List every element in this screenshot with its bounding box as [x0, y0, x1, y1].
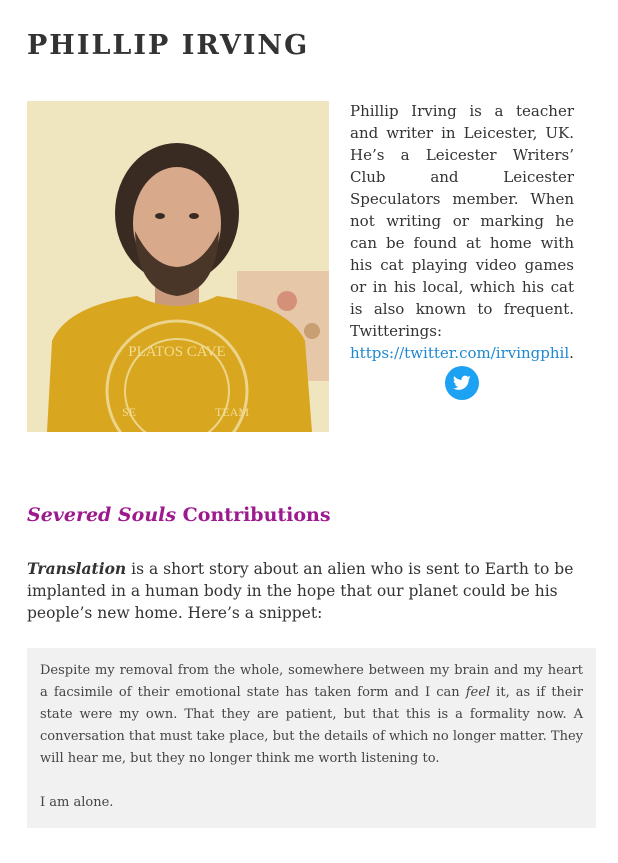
- snippet-last-line: I am alone.: [40, 795, 114, 810]
- snippet-paragraph: [40, 660, 583, 770]
- story-title: Translation: [27, 559, 127, 578]
- shirt-text-right: TEAM: [215, 405, 249, 419]
- author-photo: [27, 101, 329, 432]
- twitter-icon: [453, 375, 471, 391]
- contributions-heading: [27, 504, 331, 526]
- twitter-button[interactable]: [445, 366, 479, 400]
- story-description: is a short story about an alien who is sent to Earth to be implanted in a human body in the hope that our planet could be his people’s new home. Here’s a snippet:: [27, 560, 574, 622]
- bio-text: Phillip Irving is a teacher and writer in Leicester, UK. He’s a Leicester Writers’ Club and Leicester Speculators member. When not writing or marking he can be found at home with his cat playing video games or in his local, which his cat is also known to frequent. Twitterings:: [350, 102, 574, 340]
- author-name: PHILLIP IRVING: [27, 30, 310, 61]
- shirt-text-top: PLATOS CAVE: [128, 344, 226, 360]
- story-snippet: [27, 648, 596, 828]
- snippet-text-2: it, as if their state were my own. That they are patient, but that this is a formality now. A conversation that must take place, but the details of which no longer matter. They will hear me, but they no longer think me worth listening to.: [40, 685, 583, 766]
- story-intro: [27, 558, 596, 624]
- twitter-link[interactable]: https://twitter.com/irvingphil: [350, 344, 570, 362]
- snippet-text-1: Despite my removal from the whole, somewhere between my brain and my heart a facsimile of their emotional state has taken form and I can: [40, 663, 583, 700]
- collection-title: Severed Souls: [27, 504, 177, 526]
- bio-end: .: [569, 344, 574, 362]
- shirt-text-left: SE: [122, 405, 137, 419]
- snippet-emphasis: feel: [465, 685, 491, 700]
- heading-rest: Contributions: [176, 504, 331, 526]
- author-bio: [350, 100, 574, 364]
